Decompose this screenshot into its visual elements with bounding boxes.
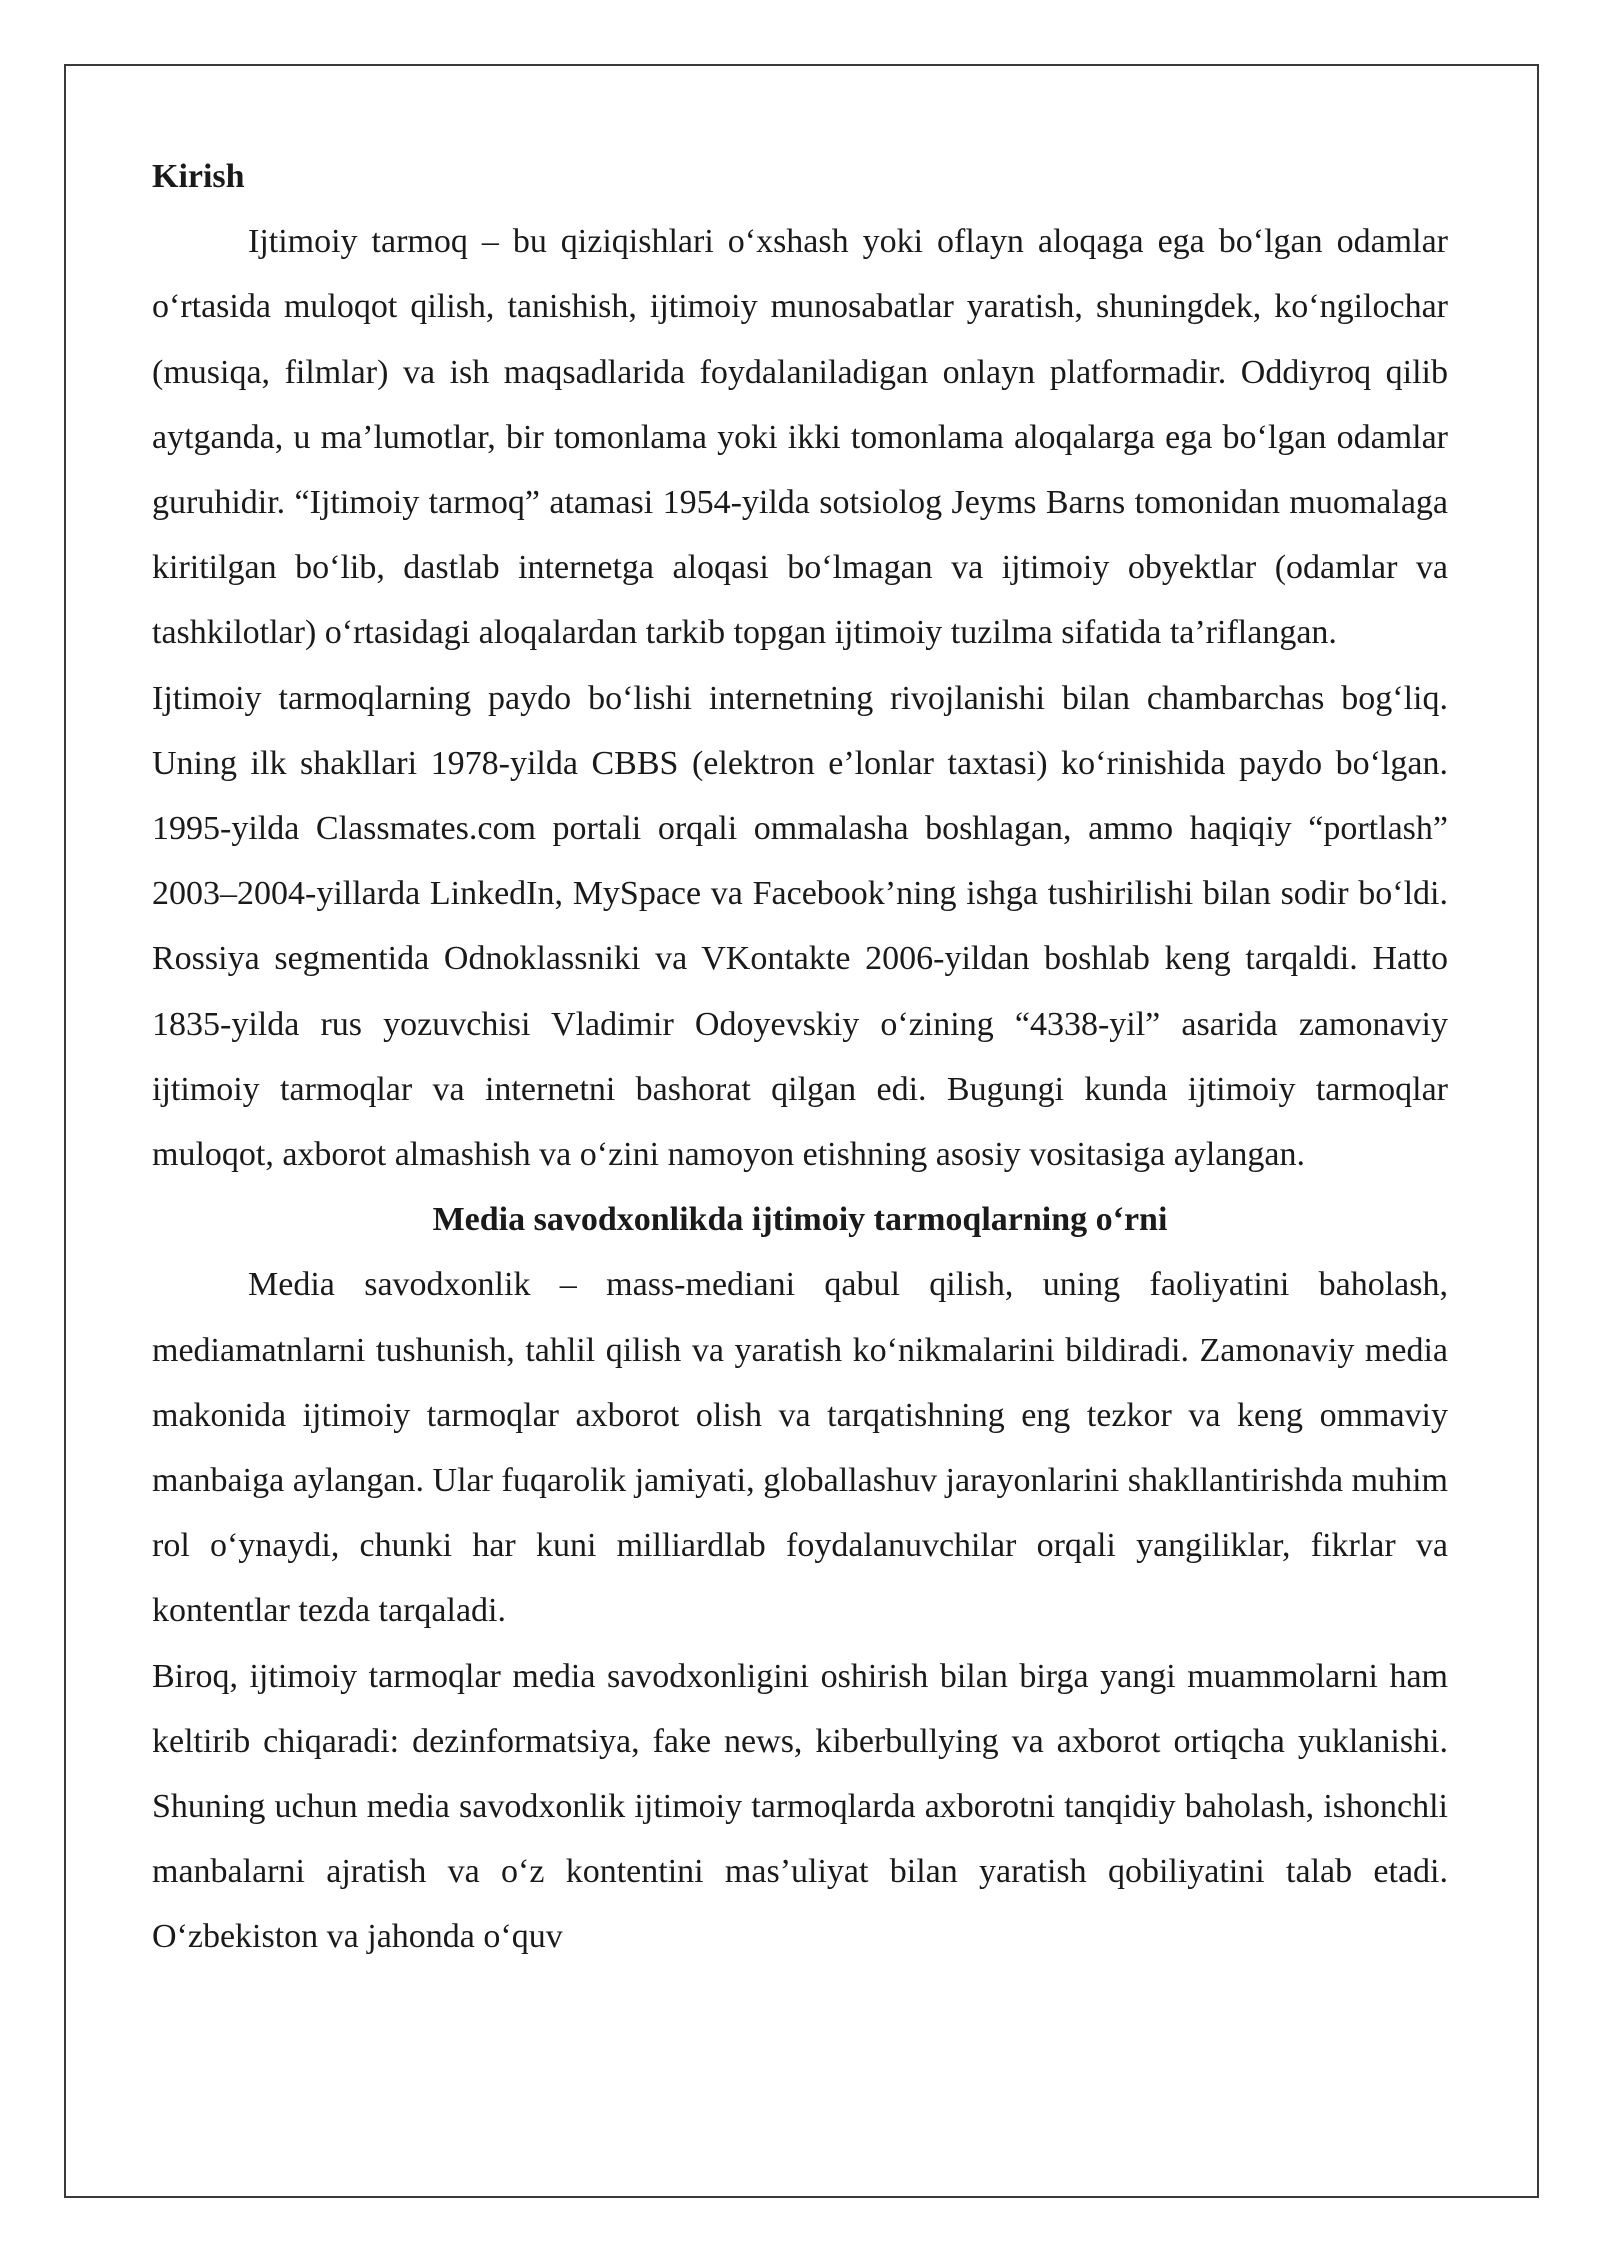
paragraph-history: Ijtimoiy tarmoqlarning paydo bo‘lishi internetning rivojlanishi bilan chambarchas bog‘liq. Uning ilk shakllari 1978-yilda CBBS (elektron e’lonlar taxtasi) ko‘rinishida paydo bo‘lgan. 1995-yilda Classmates.com portali orqali ommalasha boshlagan, ammo haqiqiy “portlash” 2003–2004-yillarda LinkedIn, MySpace va Facebook’ning ishga tushirilishi bilan sodir bo‘ldi. Rossiya segmentida Odnoklassniki va VKontakte 2006-yildan boshlab keng tarqaldi. Hatto 1835-yilda rus yozuvchisi Vladimir Odoyevskiy o‘zining “4338-yil” asarida zamonaviy ijtimoiy tarmoqlar va internetni bashorat qilgan edi. Bugungi kunda ijtimoiy tarmoqlar muloqot, axborot almashish va o‘zini namoyon etishning asosiy vositasiga aylangan. [152,679,1448,1174]
document-body [152,144,1448,1970]
section-heading-kirish: Kirish [152,158,245,195]
paragraph-challenges: Biroq, ijtimoiy tarmoqlar media savodxonligini oshirish bilan birga yangi muammolarni ham keltirib chiqaradi: dezinformatsiya, fake news, kiberbullying va axborot ortiqcha yuklanishi. Shuning uchun media savodxonlik ijtimoiy tarmoqlarda axborotni tanqidiy baholash, ishonchli manbalarni ajratish va o‘z kontentini mas’uliyat bilan yaratish qobiliyatini talab etadi. O‘zbekiston va jahonda o‘quv [152,1657,1448,1956]
paragraph-media-literacy: Media savodxonlik – mass-mediani qabul qilish, uning faoliyatini baholash, mediamatnlarni tushunish, tahlil qilish va yaratish ko‘nikmalarini bildiradi. Zamonaviy media makonida ijtimoiy tarmoqlar axborot olish va tarqatishning eng tezkor va keng ommaviy manbaiga aylangan. Ular fuqarolik jamiyati, globallashuv jarayonlarini shakllantirishda muhim rol o‘ynaydi, chunki har kuni milliardlab foydalanuvchilar orqali yangiliklar, fikrlar va kontentlar tezda tarqaladi. [152,1266,1448,1630]
section-heading-media-literacy: Media savodxonlikda ijtimoiy tarmoqlarning o‘rni [432,1201,1168,1239]
paragraph-definition: Ijtimoiy tarmoq – bu qiziqishlari o‘xshash yoki oflayn aloqaga ega bo‘lgan odamlar o‘rtasida muloqot qilish, tanishish, ijtimoiy munosabatlar yaratish, shuningdek, ko‘ngilochar (musiqa, filmlar) va ish maqsadlarida foydalaniladigan onlayn platformadir. Oddiyroq qilib aytganda, u ma’lumotlar, bir tomonlama yoki ikki tomonlama aloqalarga ega bo‘lgan odamlar guruhidir. “Ijtimoiy tarmoq” atamasi 1954-yilda sotsiolog Jeyms Barns tomonidan muomalaga kiritilgan bo‘lib, dastlab internetga aloqasi bo‘lmagan va ijtimoiy obyektlar (odamlar va tashkilotlar) o‘rtasidagi aloqalardan tarkib topgan ijtimoiy tuzilma sifatida ta’riflangan. [152,223,1448,652]
